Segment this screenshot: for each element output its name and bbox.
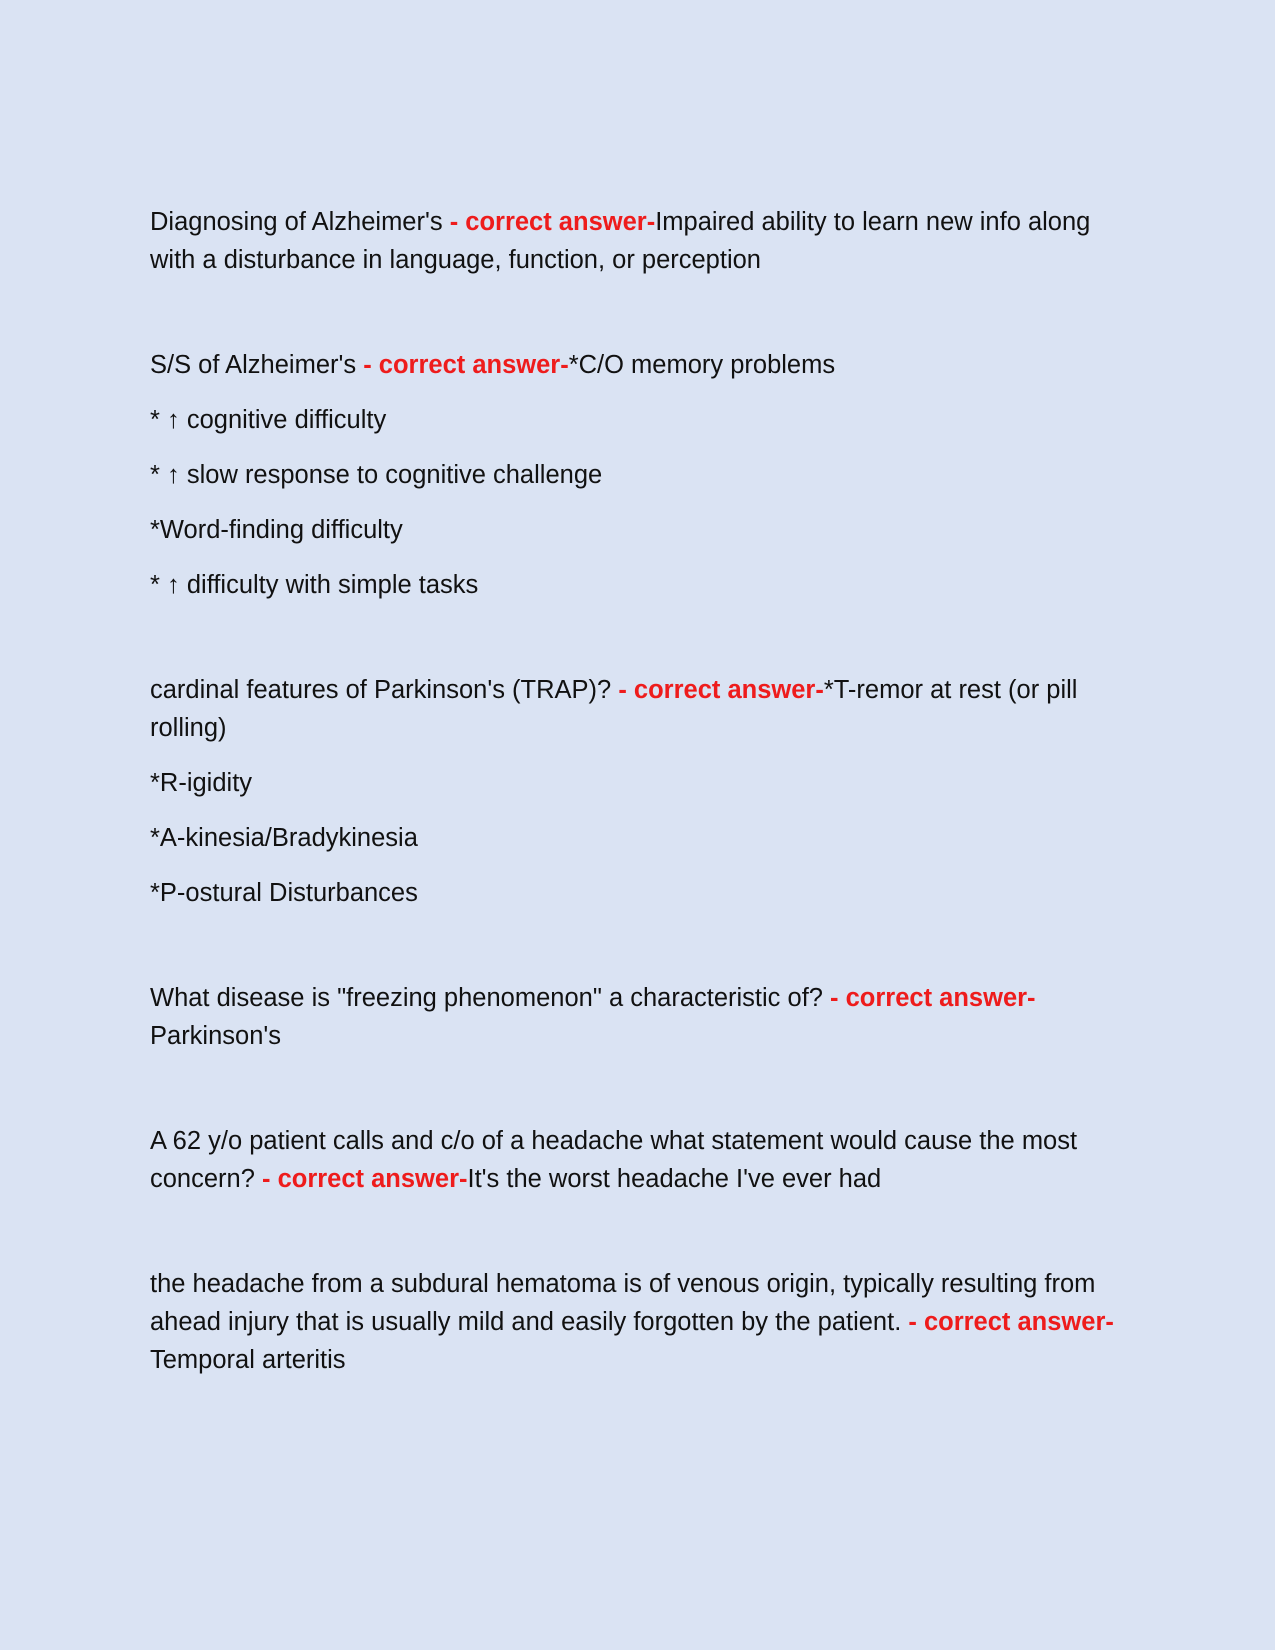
correct-answer-label: - correct answer-	[908, 1308, 1114, 1336]
answer-line: * ↑ difficulty with simple tasks	[150, 571, 479, 599]
qa-item-alzheimers-diagnosis	[150, 203, 1130, 279]
answer-text: *T-remor at rest (or pill rolling)	[150, 676, 1078, 742]
answer-text: It's the worst headache I've ever had	[467, 1165, 882, 1193]
answer-text: *C/O memory problems	[568, 351, 836, 379]
correct-answer-label: - correct answer-	[363, 351, 569, 379]
question-text: cardinal features of Parkinson's (TRAP)?	[150, 676, 619, 704]
answer-text: Impaired ability to learn new info along with a disturbance in language, function, or perception	[150, 208, 1091, 274]
answer-line: *Word-finding difficulty	[150, 516, 403, 544]
answer-line: * ↑ slow response to cognitive challenge	[150, 461, 603, 489]
correct-answer-label: - correct answer-	[262, 1165, 468, 1193]
qa-first-line	[150, 979, 1130, 1055]
question-text: the headache from a subdural hematoma is of venous origin, typically resulting from ahead injury that is usually mild and easily forgotten by the patient.	[150, 1270, 1096, 1336]
qa-first-line	[150, 1122, 1130, 1198]
answer-line: * ↑ cognitive difficulty	[150, 406, 387, 434]
qa-item-subdural-hematoma	[150, 1265, 1130, 1379]
qa-first-line	[150, 203, 1130, 279]
document-content	[150, 203, 1130, 1446]
qa-first-line	[150, 671, 1130, 747]
answer-line: *R-igidity	[150, 769, 253, 797]
correct-answer-label: - correct answer-	[618, 676, 824, 704]
qa-first-line	[150, 346, 1130, 384]
question-text: S/S of Alzheimer's	[150, 351, 364, 379]
qa-item-freezing-phenomenon	[150, 979, 1130, 1055]
answer-line: *P-ostural Disturbances	[150, 879, 418, 907]
qa-item-alzheimers-symptoms	[150, 346, 1130, 604]
answer-line: *A-kinesia/Bradykinesia	[150, 824, 418, 852]
qa-first-line	[150, 1265, 1130, 1379]
qa-item-parkinsons-trap	[150, 671, 1130, 912]
question-text: A 62 y/o patient calls and c/o of a headache what statement would cause the most concern?	[150, 1127, 1078, 1193]
answer-text: Parkinson's	[150, 1022, 282, 1050]
question-text: What disease is "freezing phenomenon" a characteristic of?	[150, 984, 831, 1012]
answer-text: Temporal arteritis	[150, 1346, 346, 1374]
qa-item-headache-concern	[150, 1122, 1130, 1198]
correct-answer-label: - correct answer-	[449, 208, 656, 236]
correct-answer-label: - correct answer-	[830, 984, 1036, 1012]
question-text: Diagnosing of Alzheimer's	[150, 208, 450, 236]
